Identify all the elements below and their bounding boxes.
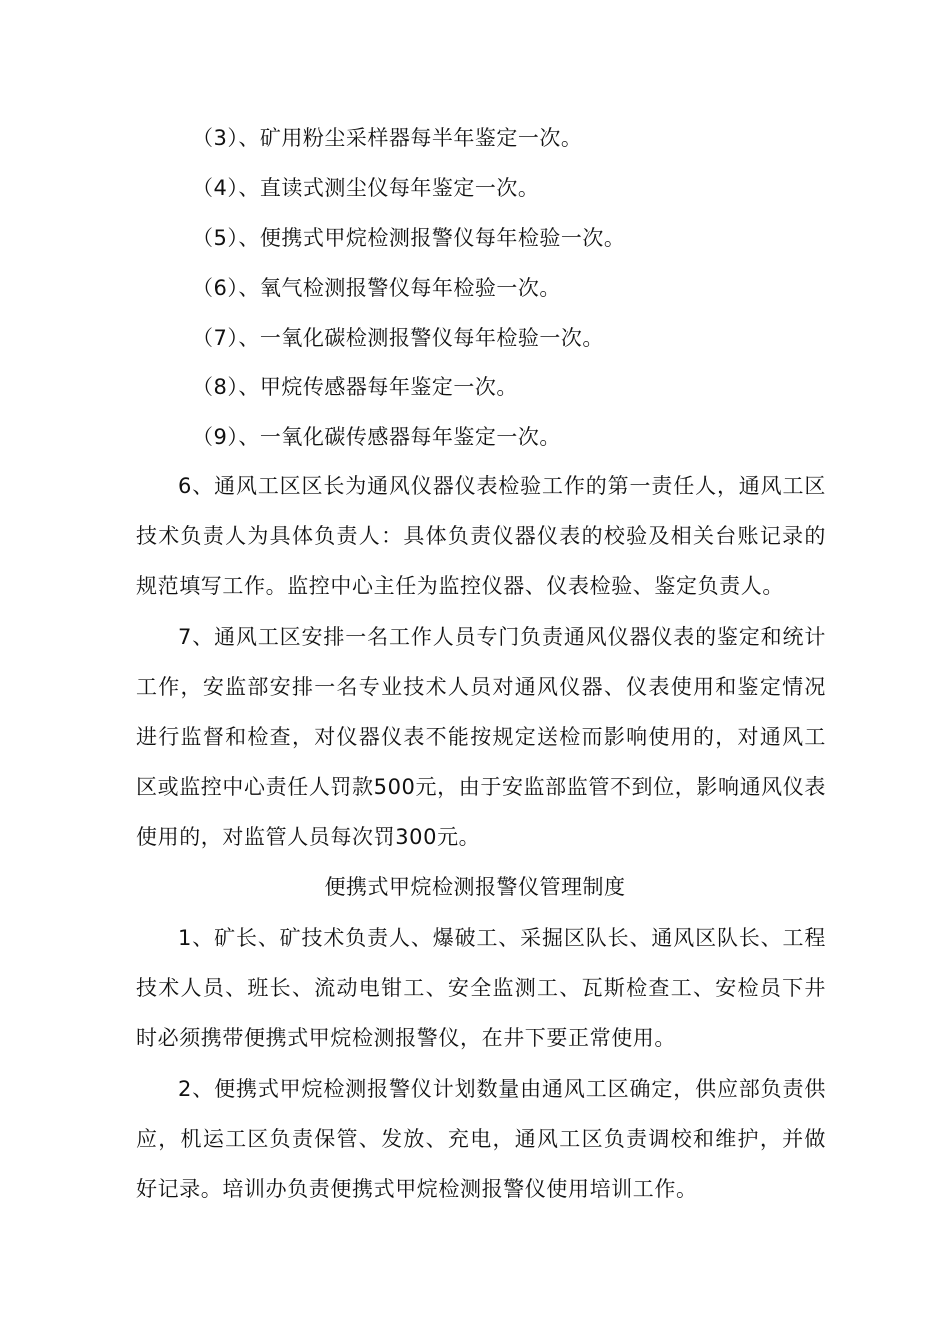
section-paragraph-1: 1、矿长、矿技术负责人、爆破工、采掘区队长、通风区队长、工程技术人员、班长、流动电钳工、安全监测工、瓦斯检查工、安检员下井时必须携带便携式甲烷检测报警仪，在井下要正常使用。	[136, 926, 826, 1050]
list-item-9: （9）、一氧化碳传感器每年鉴定一次。	[192, 425, 561, 449]
list-item-4: （4）、直读式测尘仪每年鉴定一次。	[192, 176, 540, 200]
list-item-5: （5）、便携式甲烷检测报警仪每年检验一次。	[192, 226, 626, 250]
list-item-6: （6）、氧气检测报警仪每年检验一次。	[192, 276, 561, 300]
list-item-8: （8）、甲烷传感器每年鉴定一次。	[192, 375, 518, 399]
list-item-3: （3）、矿用粉尘采样器每半年鉴定一次。	[192, 126, 583, 150]
paragraph-6: 6、通风工区区长为通风仪器仪表检验工作的第一责任人，通风工区技术负责人为具体负责人：具体负责仪器仪表的校验及相关台账记录的规范填写工作。监控中心主任为监控仪器、仪表检验、鉴定负责人。	[136, 474, 826, 598]
paragraph-7: 7、通风工区安排一名工作人员专门负责通风仪器仪表的鉴定和统计工作，安监部安排一名专业技术人员对通风仪器、仪表使用和鉴定情况进行监督和检查，对仪器仪表不能按规定送检而影响使用的，对通风工区或监控中心责任人罚款500元，由于安监部监管不到位，影响通风仪表使用的，对监管人员每次罚300元。	[136, 625, 826, 849]
section-title: 便携式甲烷检测报警仪管理制度	[324, 875, 626, 899]
section-paragraph-2: 2、便携式甲烷检测报警仪计划数量由通风工区确定，供应部负责供应，机运工区负责保管、发放、充电，通风工区负责调校和维护，并做好记录。培训办负责便携式甲烷检测报警仪使用培训工作。	[136, 1077, 826, 1201]
list-item-7: （7）、一氧化碳检测报警仪每年检验一次。	[192, 326, 604, 350]
